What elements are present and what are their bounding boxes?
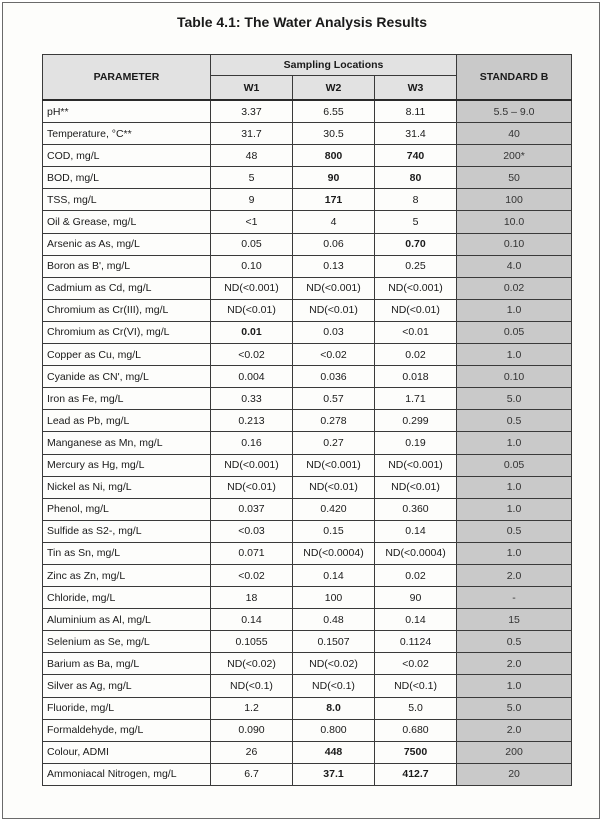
w2-cell: ND(<0.01) [293, 299, 375, 321]
standard-b-cell: 10.0 [457, 211, 572, 233]
w1-cell: 0.10 [211, 255, 293, 277]
parameter-cell: Ammoniacal Nitrogen, mg/L [43, 763, 211, 785]
w2-cell: 90 [293, 167, 375, 189]
table-row [43, 542, 572, 564]
standard-b-cell: 200 [457, 741, 572, 763]
w3-cell: <0.02 [375, 653, 457, 675]
w3-cell: 0.02 [375, 344, 457, 366]
table-row [43, 587, 572, 609]
w2-cell: ND(<0.001) [293, 454, 375, 476]
table-title: Table 4.1: The Water Analysis Results [176, 14, 427, 30]
table-row [43, 189, 572, 211]
w3-cell: 5 [375, 211, 457, 233]
parameter-cell: Cyanide as CN', mg/L [43, 366, 211, 388]
parameter-cell: Copper as Cu, mg/L [43, 344, 211, 366]
w3-cell: 412.7 [375, 763, 457, 785]
w1-cell: ND(<0.001) [211, 277, 293, 299]
w1-cell: 0.1055 [211, 631, 293, 653]
table-row [43, 344, 572, 366]
parameter-cell: Chloride, mg/L [43, 587, 211, 609]
w1-cell: 26 [211, 741, 293, 763]
standard-b-cell: 0.5 [457, 631, 572, 653]
w2-cell: <0.02 [293, 344, 375, 366]
w2-cell: ND(<0.02) [293, 653, 375, 675]
w2-cell: 171 [293, 189, 375, 211]
standard-b-cell: 200* [457, 145, 572, 167]
w1-cell: 48 [211, 145, 293, 167]
w3-cell: 0.14 [375, 609, 457, 631]
w3-cell: 1.71 [375, 388, 457, 410]
w1-cell: 0.05 [211, 233, 293, 255]
parameter-cell: COD, mg/L [43, 145, 211, 167]
table-row [43, 145, 572, 167]
w2-cell: ND(<0.1) [293, 675, 375, 697]
parameter-cell: Mercury as Hg, mg/L [43, 454, 211, 476]
parameter-cell: Nickel as Ni, mg/L [43, 476, 211, 498]
w2-cell: 0.06 [293, 233, 375, 255]
header-sampling-locations: Sampling Locations [211, 55, 457, 76]
w1-cell: ND(<0.001) [211, 454, 293, 476]
w2-cell: 4 [293, 211, 375, 233]
parameter-cell: BOD, mg/L [43, 167, 211, 189]
w2-cell: 0.036 [293, 366, 375, 388]
parameter-cell: Lead as Pb, mg/L [43, 410, 211, 432]
w3-cell: 90 [375, 587, 457, 609]
parameter-cell: Barium as Ba, mg/L [43, 653, 211, 675]
standard-b-cell: 5.5 – 9.0 [457, 100, 572, 123]
parameter-cell: pH** [43, 100, 211, 123]
w2-cell: 0.278 [293, 410, 375, 432]
w3-cell: ND(<0.001) [375, 277, 457, 299]
parameter-cell: TSS, mg/L [43, 189, 211, 211]
w2-cell: 0.13 [293, 255, 375, 277]
w2-cell: 0.03 [293, 321, 375, 343]
standard-b-cell: 4.0 [457, 255, 572, 277]
w2-cell: ND(<0.0004) [293, 542, 375, 564]
w3-cell: 0.14 [375, 520, 457, 542]
w1-cell: ND(<0.1) [211, 675, 293, 697]
parameter-cell: Arsenic as As, mg/L [43, 233, 211, 255]
w3-cell: ND(<0.001) [375, 454, 457, 476]
standard-b-cell: 0.05 [457, 321, 572, 343]
table-row [43, 432, 572, 454]
standard-b-cell: 2.0 [457, 719, 572, 741]
w1-cell: 1.2 [211, 697, 293, 719]
parameter-cell: Cadmium as Cd, mg/L [43, 277, 211, 299]
standard-b-cell: 0.5 [457, 520, 572, 542]
standard-b-cell: 1.0 [457, 476, 572, 498]
parameter-cell: Chromium as Cr(VI), mg/L [43, 321, 211, 343]
header-w3: W3 [375, 76, 457, 100]
parameter-cell: Temperature, °C** [43, 123, 211, 145]
w2-cell: 0.15 [293, 520, 375, 542]
w1-cell: 0.01 [211, 321, 293, 343]
w1-cell: 0.090 [211, 719, 293, 741]
standard-b-cell: 2.0 [457, 653, 572, 675]
w3-cell: 8 [375, 189, 457, 211]
table-row [43, 410, 572, 432]
table-row [43, 631, 572, 653]
w3-cell: 0.680 [375, 719, 457, 741]
standard-b-cell: 20 [457, 763, 572, 785]
w1-cell: 9 [211, 189, 293, 211]
w1-cell: 0.16 [211, 432, 293, 454]
parameter-cell: Tin as Sn, mg/L [43, 542, 211, 564]
table-row [43, 675, 572, 697]
w2-cell: 0.800 [293, 719, 375, 741]
standard-b-cell: 1.0 [457, 542, 572, 564]
standard-b-cell: 1.0 [457, 344, 572, 366]
w3-cell: 0.19 [375, 432, 457, 454]
standard-b-cell: 1.0 [457, 299, 572, 321]
header-parameter: PARAMETER [43, 55, 211, 101]
w3-cell: 5.0 [375, 697, 457, 719]
w3-cell: ND(<0.01) [375, 476, 457, 498]
standard-b-cell: 1.0 [457, 675, 572, 697]
standard-b-cell: 0.05 [457, 454, 572, 476]
w3-cell: ND(<0.1) [375, 675, 457, 697]
w2-cell: 100 [293, 587, 375, 609]
table-row [43, 100, 572, 123]
w3-cell: 0.299 [375, 410, 457, 432]
standard-b-cell: 0.5 [457, 410, 572, 432]
parameter-cell: Aluminium as Al, mg/L [43, 609, 211, 631]
table-row [43, 388, 572, 410]
w1-cell: 0.037 [211, 498, 293, 520]
table-row [43, 454, 572, 476]
w2-cell: 0.14 [293, 564, 375, 586]
parameter-cell: Iron as Fe, mg/L [43, 388, 211, 410]
standard-b-cell: 2.0 [457, 564, 572, 586]
standard-b-cell: 0.02 [457, 277, 572, 299]
parameter-cell: Formaldehyde, mg/L [43, 719, 211, 741]
w1-cell: 0.33 [211, 388, 293, 410]
parameter-cell: Sulfide as S2-, mg/L [43, 520, 211, 542]
parameter-cell: Boron as B', mg/L [43, 255, 211, 277]
parameter-cell: Phenol, mg/L [43, 498, 211, 520]
table-row [43, 167, 572, 189]
parameter-cell: Silver as Ag, mg/L [43, 675, 211, 697]
w1-cell: <1 [211, 211, 293, 233]
w2-cell: 800 [293, 145, 375, 167]
table-row [43, 233, 572, 255]
parameter-cell: Oil & Grease, mg/L [43, 211, 211, 233]
w1-cell: <0.02 [211, 344, 293, 366]
standard-b-cell: 40 [457, 123, 572, 145]
table-row [43, 277, 572, 299]
w2-cell: 448 [293, 741, 375, 763]
w2-cell: 0.48 [293, 609, 375, 631]
standard-b-cell: 0.10 [457, 366, 572, 388]
w2-cell: 0.420 [293, 498, 375, 520]
water-analysis-table [42, 54, 572, 786]
w3-cell: 31.4 [375, 123, 457, 145]
w3-cell: 0.02 [375, 564, 457, 586]
table-row [43, 564, 572, 586]
w3-cell: 740 [375, 145, 457, 167]
table-row [43, 211, 572, 233]
table-row [43, 719, 572, 741]
standard-b-cell: 5.0 [457, 697, 572, 719]
w1-cell: 5 [211, 167, 293, 189]
parameter-cell: Chromium as Cr(III), mg/L [43, 299, 211, 321]
parameter-cell: Colour, ADMI [43, 741, 211, 763]
w3-cell: 0.360 [375, 498, 457, 520]
standard-b-cell: 1.0 [457, 498, 572, 520]
table-row [43, 653, 572, 675]
w3-cell: ND(<0.01) [375, 299, 457, 321]
w2-cell: ND(<0.01) [293, 476, 375, 498]
standard-b-cell: 50 [457, 167, 572, 189]
table-row [43, 763, 572, 785]
header-w1: W1 [211, 76, 293, 100]
table-row [43, 321, 572, 343]
w1-cell: 0.14 [211, 609, 293, 631]
w2-cell: ND(<0.001) [293, 277, 375, 299]
table-row [43, 299, 572, 321]
table-row [43, 520, 572, 542]
table-body [43, 100, 572, 785]
standard-b-cell: 1.0 [457, 432, 572, 454]
w1-cell: ND(<0.01) [211, 299, 293, 321]
w3-cell: 0.018 [375, 366, 457, 388]
w1-cell: 3.37 [211, 100, 293, 123]
w1-cell: 0.213 [211, 410, 293, 432]
table-row [43, 476, 572, 498]
w1-cell: 31.7 [211, 123, 293, 145]
w2-cell: 30.5 [293, 123, 375, 145]
parameter-cell: Selenium as Se, mg/L [43, 631, 211, 653]
header-w2: W2 [293, 76, 375, 100]
table-row [43, 498, 572, 520]
w1-cell: 6.7 [211, 763, 293, 785]
standard-b-cell: - [457, 587, 572, 609]
w3-cell: 80 [375, 167, 457, 189]
parameter-cell: Fluoride, mg/L [43, 697, 211, 719]
w2-cell: 37.1 [293, 763, 375, 785]
w1-cell: 0.071 [211, 542, 293, 564]
standard-b-cell: 5.0 [457, 388, 572, 410]
w3-cell: 8.11 [375, 100, 457, 123]
table-row [43, 609, 572, 631]
w3-cell: 0.25 [375, 255, 457, 277]
w3-cell: 0.1124 [375, 631, 457, 653]
standard-b-cell: 0.10 [457, 233, 572, 255]
parameter-cell: Zinc as Zn, mg/L [43, 564, 211, 586]
table-row [43, 366, 572, 388]
w3-cell: 0.70 [375, 233, 457, 255]
standard-b-cell: 100 [457, 189, 572, 211]
w1-cell: <0.02 [211, 564, 293, 586]
table-row [43, 255, 572, 277]
w3-cell: ND(<0.0004) [375, 542, 457, 564]
standard-b-cell: 15 [457, 609, 572, 631]
table-row [43, 741, 572, 763]
w1-cell: 0.004 [211, 366, 293, 388]
w1-cell: 18 [211, 587, 293, 609]
table-row [43, 123, 572, 145]
w1-cell: ND(<0.02) [211, 653, 293, 675]
w1-cell: <0.03 [211, 520, 293, 542]
w2-cell: 8.0 [293, 697, 375, 719]
w3-cell: <0.01 [375, 321, 457, 343]
w2-cell: 0.1507 [293, 631, 375, 653]
w2-cell: 6.55 [293, 100, 375, 123]
parameter-cell: Manganese as Mn, mg/L [43, 432, 211, 454]
w2-cell: 0.27 [293, 432, 375, 454]
header-standard-b: STANDARD B [457, 55, 572, 101]
w2-cell: 0.57 [293, 388, 375, 410]
w3-cell: 7500 [375, 741, 457, 763]
table-row [43, 697, 572, 719]
w1-cell: ND(<0.01) [211, 476, 293, 498]
